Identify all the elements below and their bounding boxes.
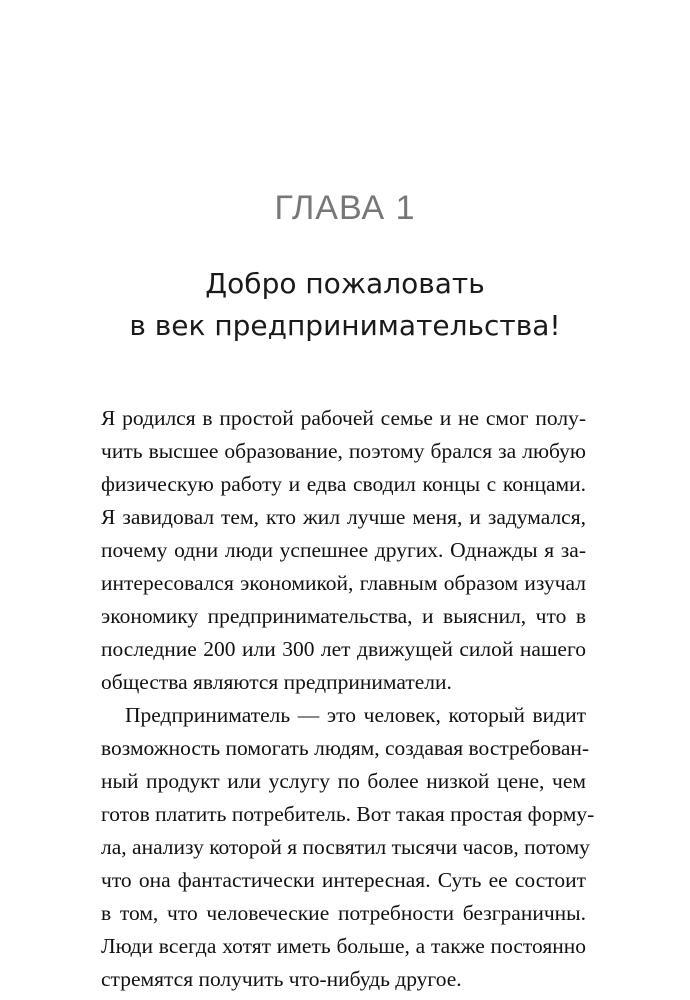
paragraph-2-line-8: Люди всегда хотят иметь больше, а также постоянно — [101, 934, 586, 958]
paragraph-2-line-3: ный продукт или услугу по более низкой цене, чем — [101, 769, 586, 793]
paragraph-1-line-3: физическую работу и едва сводил концы с концами. — [101, 472, 586, 496]
paragraph-2-line-1: Предприниматель — это человек, который видит — [125, 703, 586, 727]
paragraph-1-line-8: последние 200 или 300 лет движущей силой нашего — [101, 637, 586, 661]
paragraph-1-line-2: чить высшее образование, поэтому брался за любую — [101, 439, 586, 463]
paragraph-1-line-9: общества являются предприниматели. — [101, 670, 452, 694]
paragraph-2-line-9: стремятся получить что-нибудь другое. — [101, 967, 462, 991]
paragraph-2-line-5: ла, анализу которой я посвятил тысячи часов, потому — [101, 835, 590, 859]
chapter-label: ГЛАВА 1 — [274, 189, 416, 227]
paragraph-1-line-6: интересовался экономикой, главным образом изучал — [101, 571, 586, 595]
paragraph-2-line-2: возможность помогать людям, создавая востребован- — [101, 736, 590, 760]
paragraph-1-line-5: почему одни люди успешнее других. Однажды я за- — [101, 538, 586, 562]
paragraph-2-line-6: что она фантастически интересная. Суть ее состоит — [101, 868, 586, 892]
chapter-title-line-2: в век предпринимательства! — [129, 309, 561, 342]
paragraph-2-line-4: готов платить потребитель. Вот такая простая форму- — [101, 802, 595, 826]
chapter-title-line-1: Добро пожаловать — [205, 267, 485, 300]
paragraph-1-line-4: Я завидовал тем, кто жил лучше меня, и задумался, — [101, 505, 586, 529]
paragraph-1-line-7: экономику предпринимательства, и выяснил, что в — [101, 604, 586, 628]
paragraph-1-line-1: Я родился в простой рабочей семье и не смог полу- — [101, 406, 586, 430]
paragraph-2-line-7: в том, что человеческие потребности безграничны. — [101, 901, 586, 925]
